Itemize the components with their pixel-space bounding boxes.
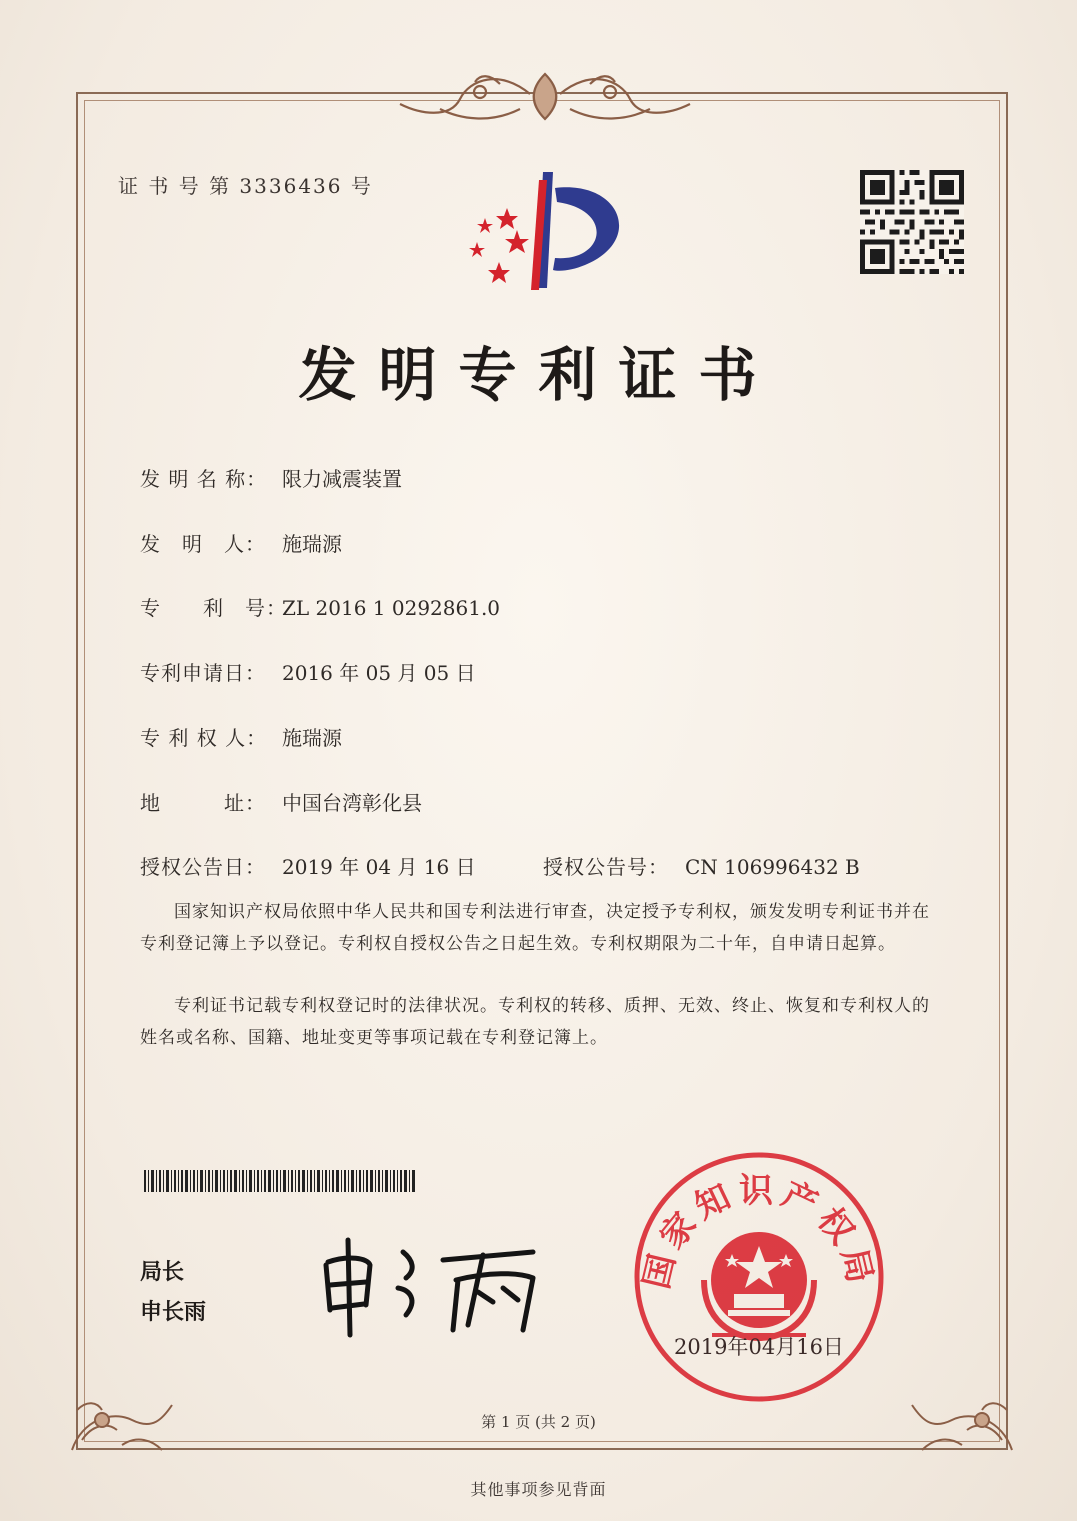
field-value: ZL 2016 1 0292861.0 <box>282 596 501 620</box>
field-label: 专 利 号： <box>140 596 287 620</box>
field-label: 发 明 人： <box>140 532 266 556</box>
page-number: 第 1 页 (共 2 页) <box>481 1413 596 1431</box>
field-value: 2016 年 05 月 05 日 <box>282 661 476 685</box>
bottom-left-ornament-icon <box>62 1360 192 1460</box>
field-label: 地 址： <box>140 791 266 815</box>
certificate-title: 发明专利证书 <box>298 341 779 409</box>
seal-text: 国家知识产权局 <box>636 1171 882 1293</box>
field-patentee <box>140 722 342 751</box>
field-label: 授权公告日： <box>140 855 266 879</box>
cnipa-logo-icon <box>455 170 630 295</box>
field-label: 专 利 权 人： <box>140 726 268 750</box>
field-inventor <box>140 528 342 557</box>
field-label: 专利申请日： <box>140 661 266 685</box>
signature-icon <box>318 1230 568 1340</box>
field-application-date <box>140 657 476 686</box>
field-address <box>140 787 422 816</box>
field-value: 施瑞源 <box>282 726 342 750</box>
field-value: 中国台湾彰化县 <box>282 791 422 815</box>
footer-note: 其他事项参见背面 <box>470 1480 607 1499</box>
barcode-icon <box>144 1170 416 1192</box>
seal-date: 2019年04月16日 <box>674 1335 844 1359</box>
field-label: 发 明 名 称： <box>140 467 268 491</box>
field-value: 限力减震装置 <box>282 467 402 491</box>
qr-code-icon <box>860 170 964 274</box>
field-invention-name <box>140 463 402 492</box>
field-patent-number <box>140 592 500 621</box>
field-value: 施瑞源 <box>282 532 342 556</box>
top-ornament-icon <box>380 64 710 134</box>
statement-paragraph-1: 国家知识产权局依照中华人民共和国专利法进行审查，决定授予专利权，颁发发明专利证书并在专利登记簿上予以登记。专利权自授权公告之日起生效。专利权期限为二十年，自申请日起算。 <box>140 902 930 954</box>
bottom-right-ornament-icon <box>892 1360 1022 1460</box>
official-title: 局长 <box>140 1260 185 1285</box>
certificate-number: 证 书 号 第 3336436 号 <box>118 174 373 198</box>
official-name: 申长雨 <box>140 1300 207 1325</box>
field-value: 2019 年 04 月 16 日 <box>282 855 476 879</box>
field-value: CN 106996432 B <box>685 855 860 879</box>
field-label: 授权公告号： <box>543 855 669 879</box>
field-grant-date <box>140 851 476 880</box>
statement-paragraph-2: 专利证书记载专利权登记时的法律状况。专利权的转移、质押、无效、终止、恢复和专利权人的姓名或名称、国籍、地址变更等事项记载在专利登记簿上。 <box>140 996 930 1048</box>
official-seal-icon <box>632 1150 886 1404</box>
field-grant-number <box>543 851 860 880</box>
